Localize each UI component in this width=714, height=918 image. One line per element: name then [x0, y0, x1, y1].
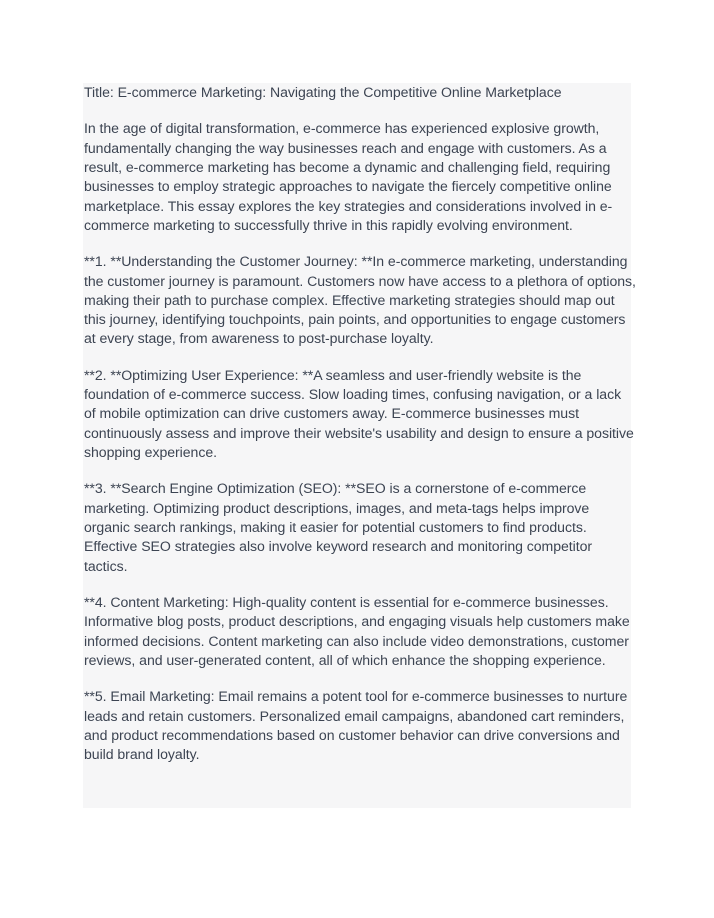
intro-paragraph: In the age of digital transformation, e-commerce has experienced explosive growth, fundamentally changing the way businesses reach and engage with customers. As a result, e-commerce marketing has become a dynamic and challenging field, requiring businesses to employ strategic approaches to navigate the fiercely competitive online marketplace. This essay explores the key strategies and considerations involved in e-commerce marketing to successfully thrive in this rapidly evolving environment.: [84, 120, 613, 233]
section-user-experience: **2. **Optimizing User Experience: **A seamless and user-friendly website is the foundation of e-commerce success. Slow loading times, confusing navigation, or a lack of mobile optimization can drive customers away. E-commerce businesses must continuously assess and improve their website's usability and design to ensure a positive shopping experience.: [84, 366, 634, 461]
document-body: [83, 83, 636, 808]
document-text: [84, 83, 636, 782]
document-title: Title: E-commerce Marketing: Navigating the Competitive Online Marketplace: [84, 84, 562, 100]
section-content-marketing: **4. Content Marketing: High-quality content is essential for e-commerce businesses. Informative blog posts, product descriptions, and engaging visuals help customers make informed decisions. Content marketing can also include video demonstrations, customer reviews, and user-generated content, all of which enhance the shopping experience.: [84, 594, 630, 668]
section-seo: **3. **Search Engine Optimization (SEO): **SEO is a cornerstone of e-commerce marketing. Optimizing product descriptions, images, and meta-tags helps improve organic search rankings, making it easier for potential customers to find products. Effective SEO strategies also involve keyword research and monitoring competitor tactics.: [84, 480, 593, 574]
section-email-marketing: **5. Email Marketing: Email remains a potent tool for e-commerce businesses to nurture leads and retain customers. Personalized email campaigns, abandoned cart reminders, and product recommendations based on customer behavior can drive conversions and build brand loyalty.: [84, 688, 628, 763]
section-customer-journey: **1. **Understanding the Customer Journey: **In e-commerce marketing, understanding the customer journey is paramount. Customers now have access to a plethora of options, making their path to purchase complex. Effective marketing strategies should map out this journey, identifying touchpoints, pain points, and opportunities to engage customers at every stage, from awareness to post-purchase loyalty.: [84, 253, 636, 347]
